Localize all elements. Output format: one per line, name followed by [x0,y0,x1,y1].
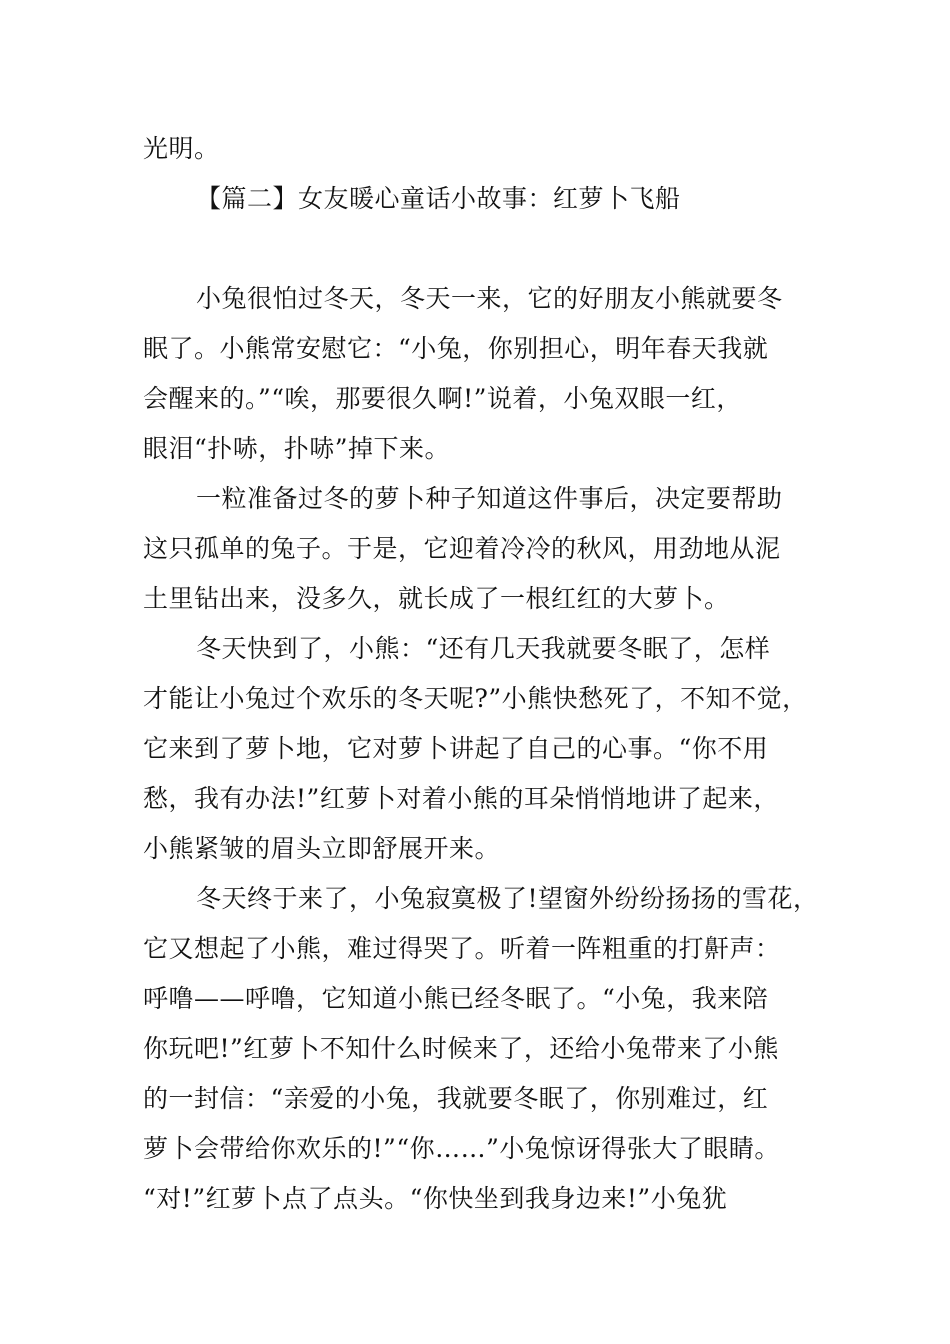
text-line: 的一封信：“亲爱的小兔，我就要冬眠了，你别难过，红 [143,1084,769,1113]
text-line: 光明。 [143,134,220,163]
text-line: 愁，我有办法!”红萝卜对着小熊的耳朵悄悄地讲了起来， [143,784,779,813]
section-heading: 【篇二】女友暖心童话小故事：红萝卜飞船 [196,184,681,213]
text-line: 它又想起了小熊，难过得哭了。听着一阵粗重的打鼾声： [143,934,781,963]
text-line: 萝卜会带给你欢乐的!”“你……”小兔惊讶得张大了眼睛。 [143,1134,780,1163]
text-line: 一粒准备过冬的萝卜种子知道这件事后，决定要帮助 [196,484,783,513]
text-line: 才能让小兔过个欢乐的冬天呢?”小熊快愁死了，不知不觉， [143,684,808,713]
text-line: 这只孤单的兔子。于是，它迎着冷冷的秋风，用劲地从泥 [143,534,781,563]
text-line: 会醒来的。”“唉，那要很久啊!”说着，小兔双眼一红， [143,384,742,413]
text-line: 呼噜——呼噜，它知道小熊已经冬眠了。“小兔，我来陪 [143,984,769,1013]
text-line: 冬天终于来了，小兔寂寞极了!望窗外纷纷扬扬的雪花， [196,884,819,913]
text-line: 它来到了萝卜地，它对萝卜讲起了自己的心事。“你不用 [143,734,769,763]
text-line: 眠了。小熊常安慰它：“小兔，你别担心，明年春天我就 [143,334,769,363]
text-line: 眼泪“扑哧，扑哧”掉下来。 [143,434,451,463]
text-line: 小兔很怕过冬天，冬天一来，它的好朋友小熊就要冬 [196,284,783,313]
text-line: 土里钻出来，没多久，就长成了一根红红的大萝卜。 [143,584,730,613]
text-line: 冬天快到了，小熊：“还有几天我就要冬眠了，怎样 [196,634,771,663]
text-line: 你玩吧!”红萝卜不知什么时候来了，还给小兔带来了小熊 [143,1034,779,1063]
text-line: “对!”红萝卜点了点头。“你快坐到我身边来!”小兔犹 [143,1184,728,1213]
text-line: 小熊紧皱的眉头立即舒展开来。 [143,834,501,863]
